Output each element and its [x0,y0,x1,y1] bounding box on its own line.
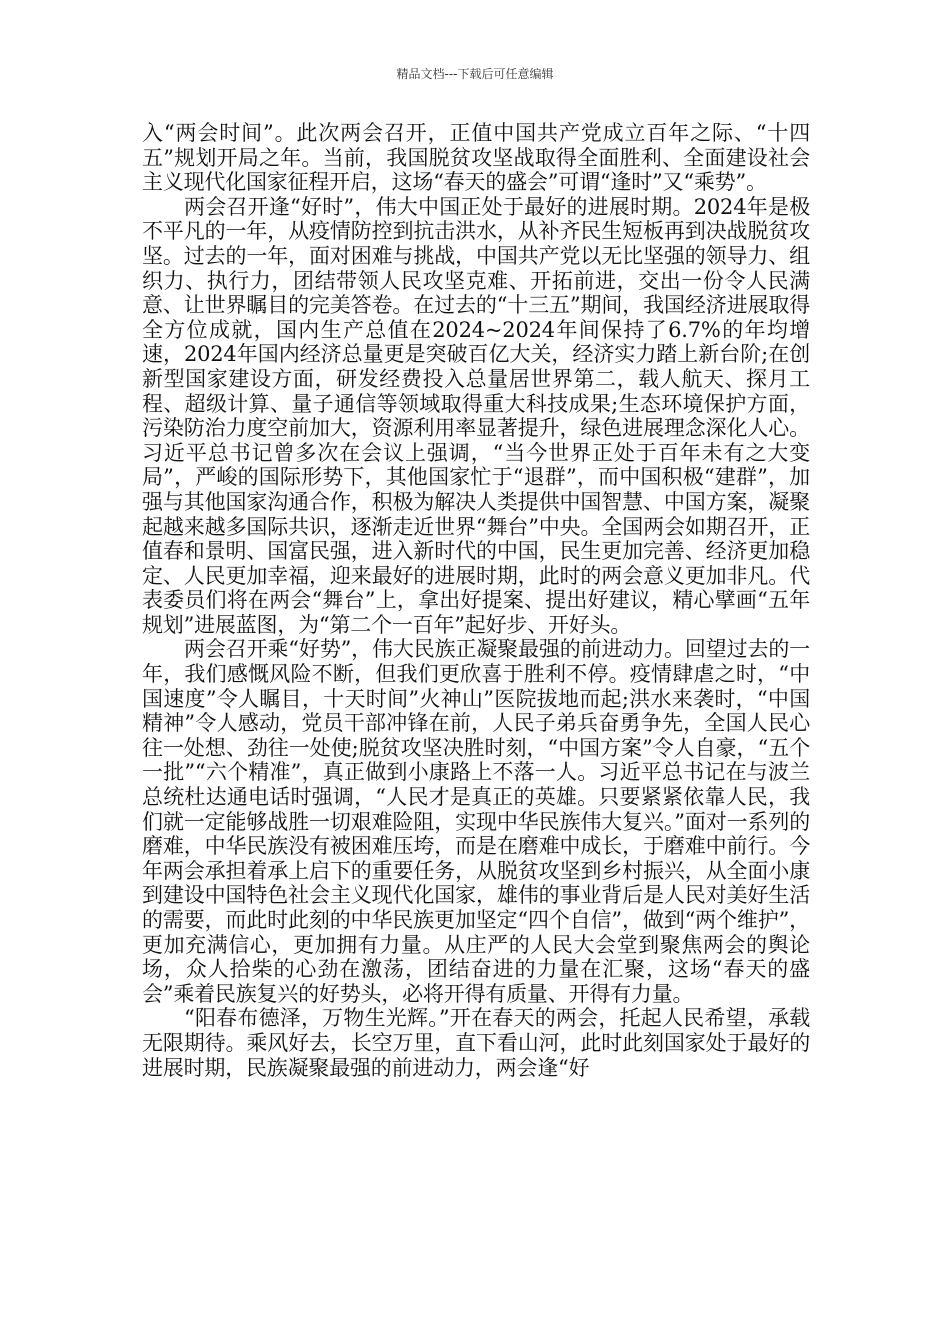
paragraph-good-momentum: 两会召开乘“好势”，伟大民族正凝聚最强的前进动力。回望过去的一年，我们感慨风险不断，但我们更欣喜于胜利不停。疫情肆虐之时，“中国速度”令人瞩目，十天时间”火神山”医院拔地而起;洪水来袭时，“中国精神”令人感动，党员干部冲锋在前，人民子弟兵奋勇争先，全国人民心往一处想、劲往一处使;脱贫攻坚决胜时刻，“中国方案”令人自豪，“五个一批”“六个精准”，真正做到小康路上不落一人。习近平总书记在与波兰总统杜达通电话时强调，“人民才是真正的英雄。只要紧紧依靠人民，我们就一定能够战胜一切艰难险阻，实现中华民族伟大复兴。”面对一系列的磨难，中华民族没有被困难压垮，而是在磨难中成长，于磨难中前行。今年两会承担着承上启下的重要任务，从脱贫攻坚到乡村振兴，从全面小康到建设中国特色社会主义现代化国家，雄伟的事业背后是人民对美好生活的需要，而此时此刻的中华民族更加坚定“四个自信”，做到“两个维护”，更加充满信心，更加拥有力量。从庄严的人民大会堂到聚焦两会的舆论场，众人拾柴的心劲在激荡，团结奋进的力量在汇聚，这场“春天的盛会”乘着民族复兴的好势头，必将开得有质量、开得有力量。 [142,637,810,1006]
article-body [142,121,810,1080]
paragraph-spring-closing: “阳春布德泽，万物生光辉。”开在春天的两会，托起人民希望，承载无限期待。乘风好去，长空万里，直下看山河，此时此刻国家处于最好的进展时期，民族凝聚最强的前进动力，两会逢“好 [142,1006,810,1080]
paragraph-good-timing: 两会召开逢“好时”，伟大中国正处于最好的进展时期。2024年是极不平凡的一年，从疫情防控到抗击洪水，从补齐民生短板再到决战脱贫攻坚。过去的一年，面对困难与挑战，中国共产党以无比坚强的领导力、组织力、执行力，团结带领人民攻坚克难、开拓前进，交出一份令人民满意、让世界瞩目的完美答卷。在过去的“十三五”期间，我国经济进展取得全方位成就，国内生产总值在2024~2024年间保持了6.7%的年均增速，2024年国内经济总量更是突破百亿大关，经济实力踏上新台阶;在创新型国家建设方面，研发经费投入总量居世界第二，载人航天、探月工程、超级计算、量子通信等领域取得重大科技成果;生态环境保护方面，污染防治力度空前加大，资源利用率显著提升，绿色进展理念深化人心。习近平总书记曾多次在会议上强调，“当今世界正处于百年未有之大变局”，严峻的国际形势下，其他国家忙于“退群”，而中国积极“建群”，加强与其他国家沟通合作，积极为解决人类提供中国智慧、中国方案，凝聚起越来越多国际共识，逐渐走近世界“舞台”中央。全国两会如期召开，正值春和景明、国富民强，进入新时代的中国，民生更加完善、经济更加稳定、人民更加幸福，迎来最好的进展时期，此时的两会意义更加非凡。代表委员们将在两会“舞台”上，拿出好提案、提出好建议，精心擘画“五年规划”进展蓝图，为“第二个一百年”起好步、开好头。 [142,194,810,637]
paragraph-intro: 入“两会时间”。此次两会召开，正值中国共产党成立百年之际、“十四五”规划开局之年。当前，我国脱贫攻坚战取得全面胜利、全面建设社会主义现代化国家征程开启，这场“春天的盛会”可谓“逢时”又“乘势”。 [142,121,810,195]
page-header: 精品文档---下载后可任意编辑 [396,67,554,81]
